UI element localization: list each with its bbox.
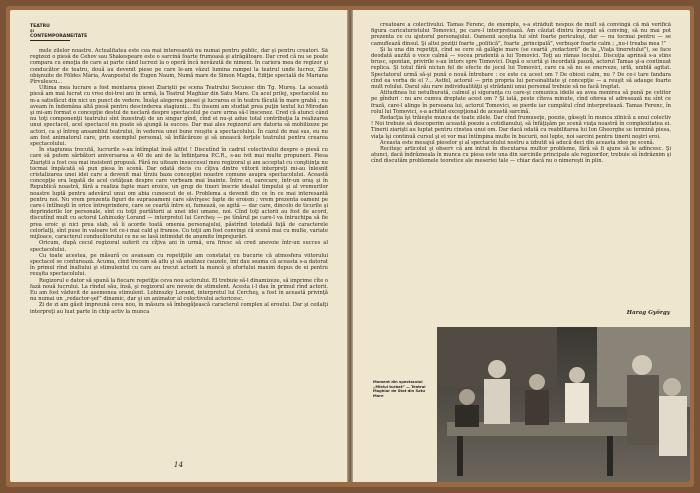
rubric-line-2: ŞI	[30, 29, 34, 33]
rubric-line-3: CONTEMPORANEITATE	[30, 34, 88, 39]
paragraph: Cu toate acestea, pe măsură ce avansam cu repetiţiile am constatat cu bucurie că atmosfera viitorului spectacol se conturează. Acuma, cînd trecem să aflu şi să analizez cauzele, îmi dau seama că aceasta s-a datorat în primul rînd înaltului şi stimulentul cu care au trecut actorii la muncă şi efortului maxim depus de ei pentru reuşita spectacolului.	[30, 252, 328, 278]
paragraph: Şi la una din repetiţii, cînd se cere să galăgie mare (se ceartă „redactorii” de la „Viaţa tineretului”), se face deodată auzită o voce calmă — vocea prudentă a lui Tomovici. Toţi au rămas locului. Discuţia aprinsă s-a stins brusc, spontan, privirile s-au întors spre Tomovici. După o scurtă şi încordată pauză, actorul Tamas şi-a continuat replica. Şi totul fără niciun fel de efecte de jocul lui Tomovici, care ca să nu se enerveze, urlă, umblă agitat. Spectatorul urmă să-şi pună o nouă întrebare : ce este cu acest om ? De obicei calm, nu ? De ce-i tare fandara cînd ea vorba de el ?... Astfel, actorul — prin propria lui personalitate şi concepţie — a reuşit să adauge foarte mult rolului. Darul său rare individualităţii şi strădanii unui personal trebuie să ne facă treptat.	[371, 46, 671, 91]
paragraph: creatoare a colectivului. Tamas Ferenc, de exemplu, s-a străduit nespus de mult să convingă că mă verifică figura caricaturistului Tomovici, pe care-l interpretează. Am căutat dintru început să conving, să nu mai pot prezenta ce cu ajutorul personajului. Oamenii aceştia lui sînt foarte periculoşi, dar — nu tocmai pentru — se camuflează dinsul. Şi altei poziţii foarte „politică”, foarte „principală”, verbuşor foarte calm ; „nu-i treaba mea !”	[371, 22, 671, 47]
photo-illustration	[437, 327, 690, 482]
rubric-line-1: TEATRU	[30, 24, 50, 29]
left-article-column	[30, 48, 328, 440]
paragraph: Redacţia îşi trăieşte munca de toate zilele. Dar cînd frumuseţe, poezie, găseşti în munca zilnică a unui colectiv ! Noi trebuie să descoperim această poezie a cotidianului, să înfăţişăm pe scenă viaţa noastră în complexitatea ei. Tinerii ziarişti au luptat pentru cinstea unui om. Dar dacă odată cu reabilitarea lui Ion Gheorghe se termină piesa, viaţa îşi continuă cursul şi ei vor mai întîmpina multe în bucurii, noi lupte, noi sarcini pentru tinerii noştri eroi.	[371, 115, 671, 140]
rubric-divider	[30, 40, 70, 41]
right-page	[353, 10, 690, 482]
paragraph: mele zilelor noastre. Actualitatea este cea mai interesantă nu numai pentru public, dar şi pentru creatori. Să regizezi o piesă de Cehov sau Shakespeare este o sarcină foarte frumoasă şi atrăgătoare. Dar cred că nu se poate compara cu emoţia de care ai parte când lucrezi la o operă încă nevăzută de nimeni. În cariera mea de regizor şi conducător de teatru, două au devenit piese pe care le-am văzut lumina rampei la teatrul unde lucrez, Zile obişnuite de Földes Mária, Avanpostul de Eugen Naum, Numă mare de Simon Magda, Ediţie specială de Mariana Pîrvulescu...	[30, 48, 328, 86]
photo-caption: Moment din spectacolul „Mielul turbat” — Teatrul Maghiar de Stat din Satu Mare	[373, 380, 426, 398]
paragraph: Atitudinea lui netulburată, calmul şi siguranţa cu care-şi comunica ideile au avea menirea să pună pe cetitor pe gînduri : nu are cumva dreptate acest om ? Şi iată, peste cîteva minute, cînd oferea el adresează nu sînt ce frază, care-l alinge în persoana lui, actorul Tomovici, se pierde iar cumpătul cînd interpretează. Tamas Ferenc, în rolul lui Tomovici, s-a achitat excepţional de această sarcină.	[371, 90, 671, 115]
paragraph: Regizorul e dator să spună la fiecare repetiţie ceva nou actorului. El trebuie să-l dinamizeze, să imprime cîte o fază nouă lucrului. La rîndul său, însă, şi regizorul are nevoie de stimulent. Acesta i-l dau în primul rînd actorii. Eu am fost văduvit de asemenea stimulent. Lohinszky Lorand, interpretul lui Cercheş, a fost în această privinţă nu numai un „redactor-şef” dinamic, dar şi un animator al colectivului actoricesc.	[30, 277, 328, 303]
paragraph: În stagiunea trecută, lucrurile s-au întîmplat însă altfel ! Discutînd în cadrul colectivului despre o piesă cu care să putem sărbători aniversarea a 40 de ani de la înfiinţarea P.C.R., s-au ivit mai multe propuneri. Piesa Ziariştii a fost cea mai insistent propusă. Fără nu uiteam insuccesul meu regizoral şi am acceptat cu conştiinţa nu tocmai împăcată să pun piesa în scenă. Dar odată decis cu cîţiva dintre viitorii interpreţi mi-au înlesnit cristalizarea unei idei care a devenit mai tîrziu baza concepţiei noastre comune asupra spectacolului. Această concepţie era legată de acel cetăţean despre care vorbeam mai înainte. Între ei, oarecare, într-un oraş şi în Republică noastră, fără a realiza fapte mari eroice, un grup de tineri înscrie idealul timpului şi al vremurilor noastre luptă pentru adevărul unui om abia cunoscut de ei. Problema a devenit din ce în ce mai interesantă pentru noi. Nu vrem prezenta figuri de supraoameni care săvîrşesc fapte de eroism ; vrem prezenta oameni pe care-i întîlneşti în orice întreprindere, care se ceartă între ei, fumează, se agită — dar care, dincolo de ticurile şi deprinderile lor personale, sînt cu toţii purtătorii ai unei idei umane, noi. Cînd toţi actorii au fost de acord, discutînd mult cu actorul Lohinszky Lorand — interpretul lui Cercheş — pe tînărul pe care-l va întruchipa să fie prea eroic şi nici prea slab, să îi acorde toată omenia personajului, păstrînd totodată faţă de caracterele celorlalţi, sînt puse în valoare tot ce-i mai cald şi frumos. Cu toţii am fost convinşi că scenă mai cu multe, variate mijloace, caracterul conducătorului ce nu se lasă intimidat de anumite împrejurări.	[30, 147, 328, 241]
paragraph: Ultima mea lucrare a fost montarea piesei Ziariştii pe scena Teatrului Secuiesc din Tg. Mureş. La această piesă am mai lucrat cu vreo doi-trei ani în urmă, la Teatrul Maghiar din Satu Mare. Cu acel prilej, spectacolul nu m-a satisfăcut din nici un punct de vedere. Însăşi alegerea piesei şi lucrarea ei în teatru făcută în mare grabă ; nu aveam în îndemâna altă piesă pentru descinderea stagiunii... Eu însumi am studiat prea puţin textul lui Mirodan şi mi-am format o concepţie destul de neclară despre spectacolul pe care urma să-l înscenez. Cred că atunci când nu toţi componenţii teatrului sînt înzestraţi de un singur gînd, cînd ei nu-şi adue total contribuţia la realizarea unui spectacol, acel spectacol nu poate să ajungă la succes. Dar mai ales regizorul are datoria să mobilizeze pe actori, ca şi întreg ansamblul teatrului, în vederea unei bune reuşite a spectacolului. În cazul de mai sus, eu nu am fost animatorul care, prin exemplul personal, să înflăcăreze şi să unească forţele teatrului pentru crearea spectacolului.	[30, 85, 328, 148]
magazine-spread	[6, 6, 694, 487]
left-page	[10, 10, 347, 482]
theatre-scene-photo	[437, 327, 690, 482]
section-rubric	[30, 24, 87, 39]
paragraph: Zi de zi am găsit împreună ceva nou, în măsura să îmbogăţească caracterul complex al eroului. Dar şi ceilalţi interpreţi au luat parte în chip activ la munca	[30, 302, 328, 315]
paragraph: Oricum, după cecul regizoral suferit cu cîţiva ani în urmă, era firesc să cred anevoie într-un succes al spectacolului.	[30, 240, 328, 253]
paragraph: Reciteşc articolul şi observ că am intrat în discutarea multor probleme, fără să fi ajuns să le adîncesc. Şi atunci, dacă îndrăzneala în munca cu piesa este una din sarcinile principale ale regizorilor, trebuie să îndrăznim şi cînd discutăm problemele teoretice ale meseriei tale — chiar dacă nu o nimereşti în plin.	[371, 146, 671, 165]
author-signature: Harag György	[626, 310, 670, 316]
right-article-column	[371, 22, 671, 320]
page-number: 14	[173, 460, 184, 469]
paragraph: Aceasta este mesajul pieselor şi al spectacolului nostru a izbutit să aducă deci din aceasta idee pe scenă.	[380, 139, 655, 146]
